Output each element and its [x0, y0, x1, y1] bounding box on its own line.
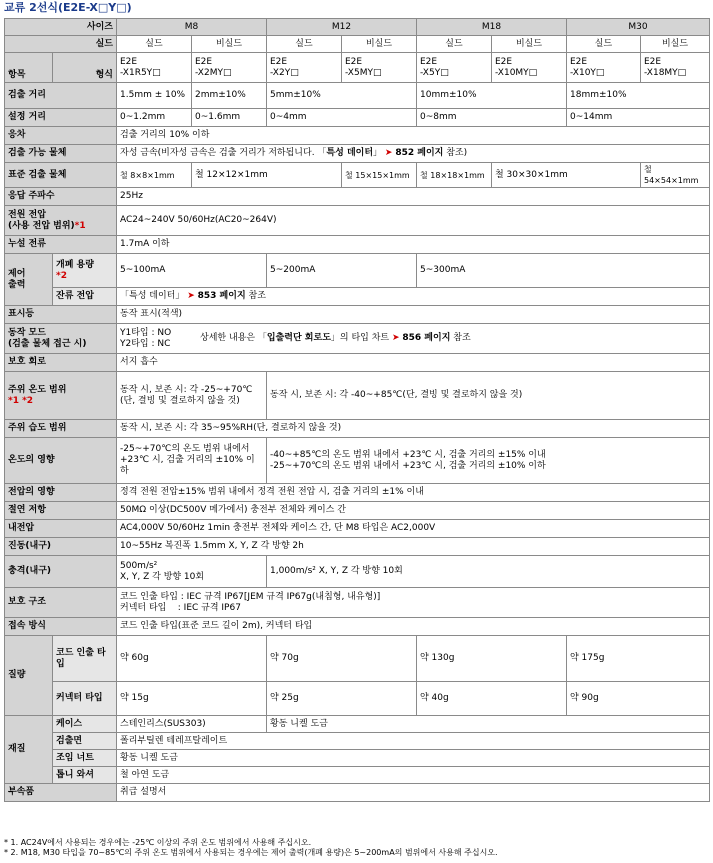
shield-cell: 실드	[267, 36, 342, 53]
page-title: 교류 2선식(E2E-X□Y□)	[4, 1, 132, 14]
row-label: 표준 검출 물체	[5, 163, 117, 188]
row-label: 응차	[5, 127, 117, 145]
row-label: 제어 출력	[5, 254, 53, 306]
value-cell: 18mm±10%	[567, 83, 710, 109]
row-material-nut	[5, 750, 710, 767]
row-voltage-effect	[5, 484, 710, 502]
value-cell: 5~300mA	[417, 254, 710, 288]
value-cell: 0~1.6mm	[192, 109, 267, 127]
row-label: 보호 회로	[5, 354, 117, 372]
row-material-face	[5, 733, 710, 750]
row-label: 절연 저항	[5, 502, 117, 520]
shield-cell: 비실드	[192, 36, 267, 53]
size-row	[5, 19, 710, 36]
row-label: 설정 거리	[5, 109, 117, 127]
row-standard-object	[5, 163, 710, 188]
value-cell: 5~100mA	[117, 254, 267, 288]
footnote: * 1. AC24V에서 사용되는 경우에는 -25℃ 이상의 주위 온도 범위에서 사용해 주십시오.	[4, 838, 312, 847]
row-label: 표시등	[5, 306, 117, 324]
value-cell: 동작 표시(적색)	[117, 306, 710, 324]
value-cell: 정격 전원 전압±15% 범위 내에서 정격 전원 전압 시, 검출 거리의 ±1% 이내	[117, 484, 710, 502]
row-label: 전압의 영향	[5, 484, 117, 502]
value-cell: 5~200mA	[267, 254, 417, 288]
row-connection-method	[5, 618, 710, 636]
row-label: 부속품	[5, 784, 117, 802]
value-cell: 취급 설명서	[117, 784, 710, 802]
row-indicator	[5, 306, 710, 324]
sub-label: 잔류 전압	[53, 288, 117, 306]
row-hysteresis	[5, 127, 710, 145]
arrow-icon: ➤	[187, 291, 195, 301]
row-response-frequency	[5, 188, 710, 206]
row-label: 주위 습도 범위	[5, 420, 117, 438]
row-operation-mode	[5, 324, 710, 354]
value-cell: AC4,000V 50/60Hz 1min 충전부 전체와 케이스 간, 단 M8 타입은 AC2,000V	[117, 520, 710, 538]
value-cell: 동작 시, 보존 시: 각 -40~+85℃(단, 결빙 및 결로하지 않을 것)	[267, 372, 710, 420]
shield-cell: 실드	[417, 36, 492, 53]
value-cell: 약 175g	[567, 636, 710, 682]
value-cell: 철 18×18×1mm	[417, 163, 492, 188]
value-cell: 코드 인출 타입 : IEC 규격 IP67[JEM 규격 IP67g(내침형, 내유형)] 커넥터 타입 : IEC 규격 IP67	[117, 588, 710, 618]
value-cell: 10mm±10%	[417, 83, 567, 109]
row-label: 충격(내구)	[5, 556, 117, 588]
item-label: 항목	[5, 53, 53, 83]
value-cell: 5mm±10%	[267, 83, 417, 109]
row-shock	[5, 556, 710, 588]
row-weight-connector	[5, 682, 710, 716]
value-cell: 약 60g	[117, 636, 267, 682]
spec-table	[4, 18, 710, 802]
row-label: 전원 전압 (사용 전압 범위)*1	[5, 206, 117, 236]
row-protection-circuit	[5, 354, 710, 372]
row-material-case	[5, 716, 710, 733]
row-label: 접속 방식	[5, 618, 117, 636]
value-cell: 25Hz	[117, 188, 710, 206]
row-material-washer	[5, 767, 710, 784]
value-cell: 2mm±10%	[192, 83, 267, 109]
row-label: 응답 주파수	[5, 188, 117, 206]
value-cell: 약 15g	[117, 682, 267, 716]
value-cell: 0~14mm	[567, 109, 710, 127]
value-cell: 철 30×30×1mm	[492, 163, 641, 188]
size-m8: M8	[117, 19, 267, 36]
model-cell: E2E -X5MY□	[342, 53, 417, 83]
model-cell: E2E -X2MY□	[192, 53, 267, 83]
value-cell: 1,000m/s² X, Y, Z 각 방향 10회	[267, 556, 710, 588]
value-cell: 철 15×15×1mm	[342, 163, 417, 188]
value-cell: 코드 인출 타입(표준 코드 길이 2m), 커넥터 타입	[117, 618, 710, 636]
row-label: 내전압	[5, 520, 117, 538]
sub-label: 개폐 용량 *2	[53, 254, 117, 288]
value-cell: 철 12×12×1mm	[192, 163, 342, 188]
row-vibration	[5, 538, 710, 556]
model-cell: E2E -X2Y□	[267, 53, 342, 83]
sub-label: 커넥터 타입	[53, 682, 117, 716]
arrow-icon: ➤	[391, 333, 400, 343]
value-cell: 0~1.2mm	[117, 109, 192, 127]
size-m12: M12	[267, 19, 417, 36]
model-cell: E2E -X1R5Y□	[117, 53, 192, 83]
sub-label: 조임 너트	[53, 750, 117, 767]
row-detectable-object	[5, 145, 710, 163]
row-set-distance	[5, 109, 710, 127]
shield-cell: 비실드	[492, 36, 567, 53]
shield-cell: 실드	[117, 36, 192, 53]
shield-row	[5, 36, 710, 53]
row-label: 검출 거리	[5, 83, 117, 109]
value-cell: 약 70g	[267, 636, 417, 682]
value-cell: 500m/s² X, Y, Z 각 방향 10회	[117, 556, 267, 588]
model-cell: E2E -X5Y□	[417, 53, 492, 83]
value-cell: 「특성 데이터」 ➤ 853 페이지 참조	[117, 288, 710, 306]
row-ambient-humidity	[5, 420, 710, 438]
value-cell: AC24~240V 50/60Hz(AC20~264V)	[117, 206, 710, 236]
value-cell: 약 40g	[417, 682, 567, 716]
row-protection-structure	[5, 588, 710, 618]
value-cell: 약 90g	[567, 682, 710, 716]
row-control-output-switch	[5, 254, 710, 288]
row-insulation-resistance	[5, 502, 710, 520]
row-label: 온도의 영향	[5, 438, 117, 484]
size-label: 사이즈	[5, 19, 117, 36]
value-cell: 0~8mm	[417, 109, 567, 127]
value-cell: 검출 거리의 10% 이하	[117, 127, 710, 145]
value-cell: 0~4mm	[267, 109, 417, 127]
value-cell: -25~+70℃의 온도 범위 내에서 +23℃ 시, 검출 거리의 ±10% 이하	[117, 438, 267, 484]
row-label: 보호 구조	[5, 588, 117, 618]
value-cell: 약 25g	[267, 682, 417, 716]
sub-label: 케이스	[53, 716, 117, 733]
sub-label: 코드 인출 타입	[53, 636, 117, 682]
row-withstand-voltage	[5, 520, 710, 538]
shield-label: 실드	[5, 36, 117, 53]
row-control-output-residual	[5, 288, 710, 306]
type-label: 형식	[53, 53, 117, 83]
value-cell: 황동 니켈 도금	[117, 750, 710, 767]
shield-cell: 비실드	[342, 36, 417, 53]
arrow-icon: ➤	[384, 148, 393, 158]
row-label: 누설 전류	[5, 236, 117, 254]
row-power-voltage	[5, 206, 710, 236]
model-cell: E2E -X10Y□	[567, 53, 641, 83]
value-cell: -40~+85℃의 온도 범위 내에서 +23℃ 시, 검출 거리의 ±15% 이내 -25~+70℃의 온도 범위 내에서 +23℃ 시, 검출 거리의 ±10% 이하	[267, 438, 710, 484]
row-detect-distance	[5, 83, 710, 109]
row-label: 동작 모드 (검출 물체 접근 시)	[5, 324, 117, 354]
row-ambient-temperature	[5, 372, 710, 420]
value-cell: 철 54×54×1mm	[641, 163, 710, 188]
size-m18: M18	[417, 19, 567, 36]
model-row	[5, 53, 710, 83]
row-label: 재질	[5, 716, 53, 784]
row-temperature-effect	[5, 438, 710, 484]
value-cell: 철 8×8×1mm	[117, 163, 192, 188]
model-cell: E2E -X10MY□	[492, 53, 567, 83]
row-label: 검출 가능 물체	[5, 145, 117, 163]
value-cell: 철 아연 도금	[117, 767, 710, 784]
value-cell: 폴리부틸렌 테레프탈레이트	[117, 733, 710, 750]
value-cell: 약 130g	[417, 636, 567, 682]
row-label: 질량	[5, 636, 53, 716]
value-cell: 스테인리스(SUS303)	[117, 716, 267, 733]
row-label: 주위 온도 범위 *1 *2	[5, 372, 117, 420]
value-cell: 서지 흡수	[117, 354, 710, 372]
row-leakage-current	[5, 236, 710, 254]
footnotes	[4, 838, 709, 858]
shield-cell: 비실드	[641, 36, 710, 53]
value-cell: 자성 금속(비자성 금속은 검출 거리가 저하됩니다. 「특성 데이터」 ➤ 852 페이지 참조)	[117, 145, 710, 163]
size-m30: M30	[567, 19, 710, 36]
value-cell: 동작 시, 보존 시: 각 35~95%RH(단, 결로하지 않을 것)	[117, 420, 710, 438]
model-cell: E2E -X18MY□	[641, 53, 710, 83]
row-label: 진동(내구)	[5, 538, 117, 556]
value-cell: 10~55Hz 복진폭 1.5mm X, Y, Z 각 방향 2h	[117, 538, 710, 556]
value-cell: 50MΩ 이상(DC500V 메가에서) 충전부 전체와 케이스 간	[117, 502, 710, 520]
value-cell: 동작 시, 보존 시: 각 -25~+70℃(단, 결빙 및 결로하지 않을 것)	[117, 372, 267, 420]
value-cell: 황동 니켈 도금	[267, 716, 710, 733]
value-cell: 1.7mA 이하	[117, 236, 710, 254]
sub-label: 톱니 와셔	[53, 767, 117, 784]
footnote: * 2. M18, M30 타입을 70~85℃의 주위 온도 범위에서 사용되는 경우에는 제어 출력(개폐 용량)은 5~200mA의 범위에서 사용해 주십시오.	[4, 848, 498, 857]
value-cell: 1.5mm ± 10%	[117, 83, 192, 109]
row-accessory	[5, 784, 710, 802]
sub-label: 검출면	[53, 733, 117, 750]
value-cell: Y1타입 : NO Y2타입 : NC 상세한 내용은 「입출력단 회로도」의 타입 차트 ➤ 856 페이지 참조	[117, 324, 710, 354]
shield-cell: 실드	[567, 36, 641, 53]
row-weight-cord	[5, 636, 710, 682]
